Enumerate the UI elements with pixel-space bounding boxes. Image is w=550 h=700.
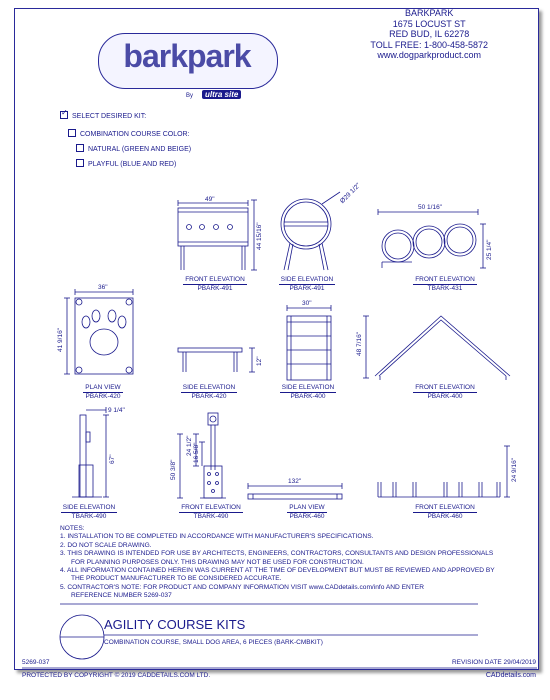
dim-v9-height-3: 16 5/8" xyxy=(193,442,200,463)
view-part: PBARK-420 xyxy=(85,393,121,400)
logo-text: barkpark xyxy=(123,38,251,74)
view-name: PLAN VIEW xyxy=(85,384,121,391)
view-label-v4 xyxy=(56,384,150,401)
dim-v1-height: 44 15/16" xyxy=(256,222,263,250)
option-label: COMBINATION COURSE COLOR: xyxy=(80,131,190,138)
stairs-side-drawing xyxy=(287,305,331,380)
checkbox-checked[interactable]: ✓ xyxy=(61,108,68,118)
view-part: PBARK-400 xyxy=(427,393,463,400)
dim-v7-height: 48 7/16" xyxy=(356,332,363,356)
note-2: 2. DO NOT SCALE DRAWING. xyxy=(60,541,152,549)
drawing-number: 5269-037 xyxy=(22,659,50,666)
view-part: TBARK-490 xyxy=(193,513,229,520)
view-label-v2 xyxy=(260,276,354,293)
revision-date: REVISION DATE 29/04/2019 xyxy=(451,659,536,666)
dim-v2-diameter: Ø29 1/2" xyxy=(339,182,362,205)
dim-v9-height-2: 24 1/2" xyxy=(186,435,193,456)
dim-v8-width: 9 1/4" xyxy=(108,407,125,414)
note-reference: REFERENCE NUMBER 5269-037 xyxy=(71,592,172,600)
copyright: PROTECTED BY COPYRIGHT © 2019 CADDETAILS.COM LTD. xyxy=(22,672,211,679)
ultra-site-logo: ultra site xyxy=(202,90,241,99)
pause-table-plan-drawing xyxy=(64,289,133,374)
company-city: RED BUD, IL 62278 xyxy=(389,29,470,39)
note-3b: FOR PLANNING PURPOSES ONLY. THIS DRAWING MAY NOT BE USED FOR CONSTRUCTION. xyxy=(71,558,364,566)
company-name: BARKPARK xyxy=(405,8,454,18)
dim-v9-height-1: 50 3/8" xyxy=(170,459,177,480)
notes-block xyxy=(60,525,495,601)
view-name: FRONT ELEVATION xyxy=(185,276,245,283)
dim-v3-width: 50 1/16" xyxy=(418,204,442,211)
tire-jump-drawing xyxy=(378,209,486,268)
dim-v10-width: 132" xyxy=(288,478,302,485)
view-name: FRONT ELEVATION xyxy=(415,504,475,511)
company-phone: TOLL FREE: 1-800-458-5872 xyxy=(370,39,488,50)
view-part: TBARK-490 xyxy=(71,513,107,520)
weave-poles-front-drawing xyxy=(378,446,510,497)
view-part: PBARK-491 xyxy=(289,285,325,292)
view-name: FRONT ELEVATION xyxy=(415,276,475,283)
view-label-v8 xyxy=(42,504,136,521)
tunnel-front-drawing xyxy=(178,200,257,270)
dim-v8-height: 67" xyxy=(109,454,116,464)
view-name: PLAN VIEW xyxy=(289,504,325,511)
company-street: 1675 LOCUST ST xyxy=(392,18,466,29)
notes-heading: NOTES: xyxy=(60,525,85,532)
view-part: PBARK-460 xyxy=(427,513,463,520)
caddetails-link[interactable]: CADdetails.com xyxy=(485,672,536,679)
tunnel-side-drawing xyxy=(281,192,340,270)
drawing-title: AGILITY COURSE KITS xyxy=(104,617,246,632)
view-label-v9 xyxy=(164,504,258,521)
dim-v4-width: 36" xyxy=(98,284,108,291)
view-name: FRONT ELEVATION xyxy=(181,504,241,511)
view-part: TBARK-431 xyxy=(427,285,463,292)
note-4b: THE PRODUCT MANUFACTURER TO BE CONSIDERED ACCURATE. xyxy=(71,575,282,583)
view-name: SIDE ELEVATION xyxy=(182,384,236,391)
weave-pole-side-drawing xyxy=(72,407,109,497)
option-label: NATURAL (GREEN AND BEIGE) xyxy=(88,146,192,153)
view-label-v6 xyxy=(261,384,355,401)
view-name: SIDE ELEVATION xyxy=(281,384,335,391)
dim-v1-width: 49" xyxy=(205,196,215,203)
view-name: SIDE ELEVATION xyxy=(280,276,334,283)
drawing-subtitle: COMBINATION COURSE, SMALL DOG AREA, 6 PIECES (BARK-CMBKIT) xyxy=(104,639,323,646)
view-label-v7 xyxy=(398,384,492,401)
dim-v6-width: 30" xyxy=(302,300,312,307)
view-name: FRONT ELEVATION xyxy=(415,384,475,391)
pause-table-side-drawing xyxy=(178,348,255,372)
option-label: SELECT DESIRED KIT: xyxy=(72,113,147,120)
note-5: 5. CONTRACTOR'S NOTE: FOR PRODUCT AND COMPANY INFORMATION VISIT www.CADdetails.com/info AND ENTER xyxy=(60,583,424,591)
view-label-v5 xyxy=(162,384,256,401)
view-part: PBARK-420 xyxy=(191,393,227,400)
logo-by: By xyxy=(186,93,194,99)
view-name: SIDE ELEVATION xyxy=(62,504,116,511)
dim-v5-height: 12" xyxy=(256,356,263,366)
view-part: PBARK-400 xyxy=(290,393,326,400)
option-label: PLAYFUL (BLUE AND RED) xyxy=(88,161,177,168)
view-part: PBARK-491 xyxy=(197,285,233,292)
weave-pole-front-drawing xyxy=(177,413,226,498)
view-label-v11 xyxy=(398,504,492,521)
note-3a: 3. THIS DRAWING IS INTENDED FOR USE BY ARCHITECTS, ENGINEERS, CONTRACTORS, CONSULTANTS AND DESIGN PROFESSIONALS xyxy=(60,550,494,558)
view-label-v3 xyxy=(398,276,492,293)
note-4a: 4. ALL INFORMATION CONTAINED HEREIN WAS CURRENT AT THE TIME OF DEVELOPMENT BUT MUST BE REVIEWED AND APPROVED BY xyxy=(60,567,495,575)
company-website[interactable]: www.dogparkproduct.com xyxy=(377,50,481,60)
dim-v4-height: 41 9/16" xyxy=(57,328,64,352)
a-frame-drawing xyxy=(363,316,510,380)
view-part: PBARK-460 xyxy=(289,513,325,520)
view-label-v10 xyxy=(260,504,354,521)
note-1: 1. INSTALLATION TO BE COMPLETED IN ACCORDANCE WITH MANUFACTURER'S SPECIFICATIONS. xyxy=(60,533,374,541)
dim-v3-height: 25 1/4" xyxy=(486,239,493,260)
view-label-v1 xyxy=(168,276,262,293)
dim-v11-height: 24 9/16" xyxy=(511,458,518,482)
